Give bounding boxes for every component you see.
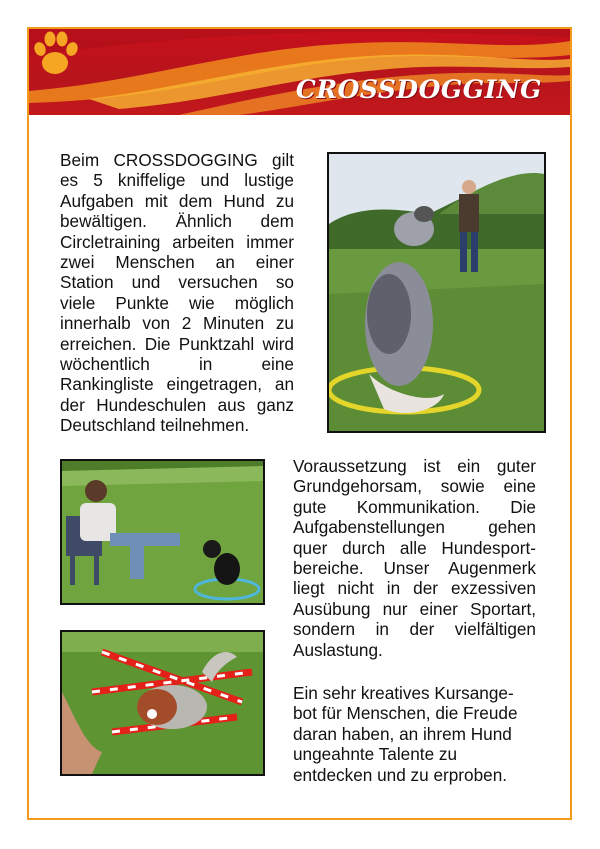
intro-paragraph: Beim CROSSDOGGING gilt es 5 kniffelige und lustige Aufgaben mit dem Hund zu bewältigen. Ähnlich dem Circletraining arbeiten immer zwei Menschen an einer Station und versuchen so viele Punkte wie möglich innerhalb von 2 Minuten zu erreichen. Die Punktzahl wird wöchentlich in eine Rankingliste eingetragen, an der Hundeschulen aus ganz Deutschland teilnehmen.: [60, 150, 294, 436]
paw-icon: [29, 29, 81, 79]
requirements-paragraph: Voraussetzung ist ein guter Grundgehorsam, sowie eine gute Kommunikation. Die Aufgabenstellungen gehen quer durch alle Hundesport-bereiche. Unser Augenmerk liegt nicht in der exzessiven Ausübung nur einer Sportart, sondern in der vielfältigen Auslastung.: [293, 456, 536, 660]
page-title: CROSSDOGGING: [295, 75, 542, 104]
course-offer-paragraph: Ein sehr kreatives Kursange-bot für Menschen, die Freude daran haben, an ihrem Hund ungeahnte Talente zu entdecken und zu erproben.: [293, 683, 518, 785]
photo-dog-and-trainer: [327, 152, 546, 433]
photo-dog-crossing-obstacle: [60, 630, 265, 776]
photo-woman-with-puppy: [60, 459, 265, 605]
header-banner: [29, 29, 570, 115]
